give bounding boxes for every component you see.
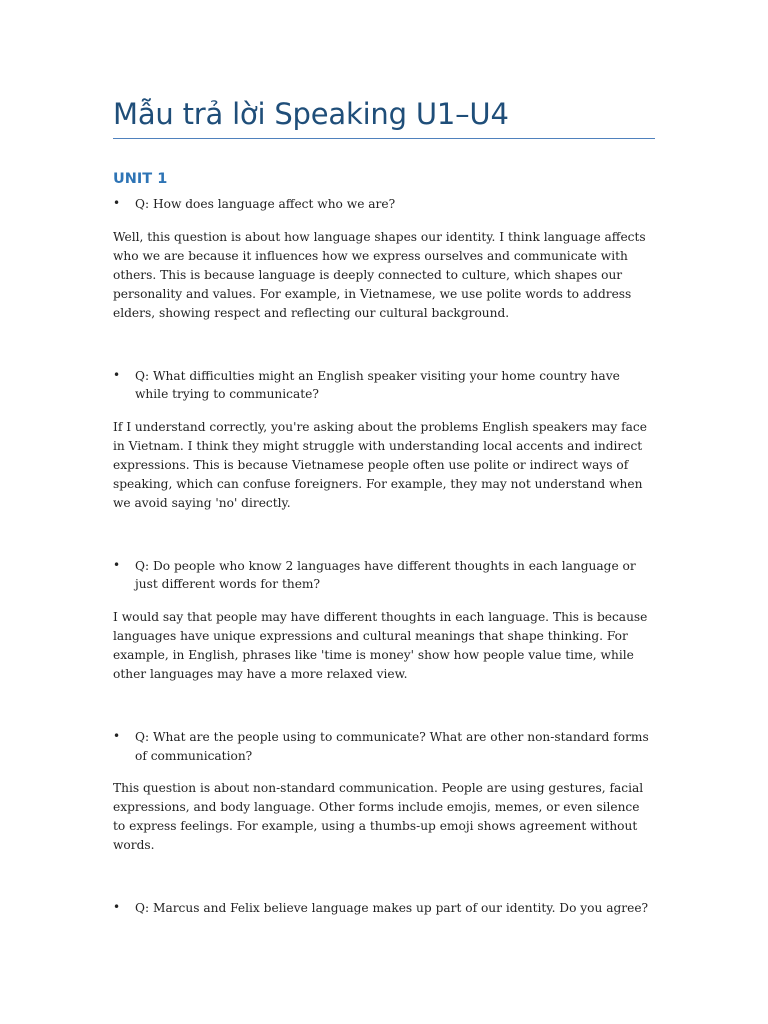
question-5 (113, 899, 655, 918)
question-text: Q: What are the people using to communicate? What are other non-standard forms of communication? (135, 729, 649, 763)
answer-2: If I understand correctly, you're asking about the problems English speakers may face in Vietnam. I think they might struggle with understanding local accents and indirect expressions. This is because Vietnamese people often use polite or indirect ways of speaking, which can confuse foreigners. For example, they may not understand when we avoid saying 'no' directly. (113, 419, 647, 510)
answer-1: Well, this question is about how language shapes our identity. I think language affects who we are because it influences how we express ourselves and communicate with others. This is because language is deeply connected to culture, which shapes our personality and values. For example, in Vietnamese, we use polite words to address elders, showing respect and reflecting our cultural background. (113, 229, 646, 320)
document-title: Mẫu trả lời Speaking U1–U4 (113, 97, 509, 131)
bullet-icon: • (113, 900, 121, 915)
question-text: Q: What difficulties might an English speaker visiting your home country have while trying to communicate? (135, 368, 620, 402)
bullet-icon: • (113, 728, 121, 743)
question-1 (113, 195, 655, 214)
bullet-icon: • (113, 367, 121, 382)
question-4 (113, 728, 655, 765)
document-page (113, 92, 655, 918)
question-text: Q: Marcus and Felix believe language makes up part of our identity. Do you agree? (135, 901, 649, 916)
qa-block-3 (113, 557, 655, 684)
title-underline-rule (113, 138, 655, 139)
question-3 (113, 557, 655, 594)
qa-block-5 (113, 899, 655, 918)
bullet-icon: • (113, 557, 121, 572)
unit-heading: UNIT 1 (113, 171, 168, 187)
answer-4: This question is about non-standard communication. People are using gestures, facial expressions, and body language. Other forms include emojis, memes, or even silence to express feelings. For example, using a thumbs-up emoji shows agreement without words. (113, 781, 644, 853)
question-text: Q: How does language affect who we are? (135, 197, 396, 211)
qa-block-4 (113, 728, 655, 855)
qa-block-2 (113, 367, 655, 513)
qa-block-1 (113, 195, 655, 323)
bullet-icon: • (113, 196, 121, 210)
question-text: Q: Do people who know 2 languages have different thoughts in each language or just different words for them? (135, 558, 636, 592)
answer-3: I would say that people may have different thoughts in each language. This is because languages have unique expressions and cultural meanings that shape thinking. For example, in English, phrases like 'time is money' show how people value time, while other languages may have a more relaxed view. (113, 609, 648, 681)
question-2 (113, 367, 655, 404)
